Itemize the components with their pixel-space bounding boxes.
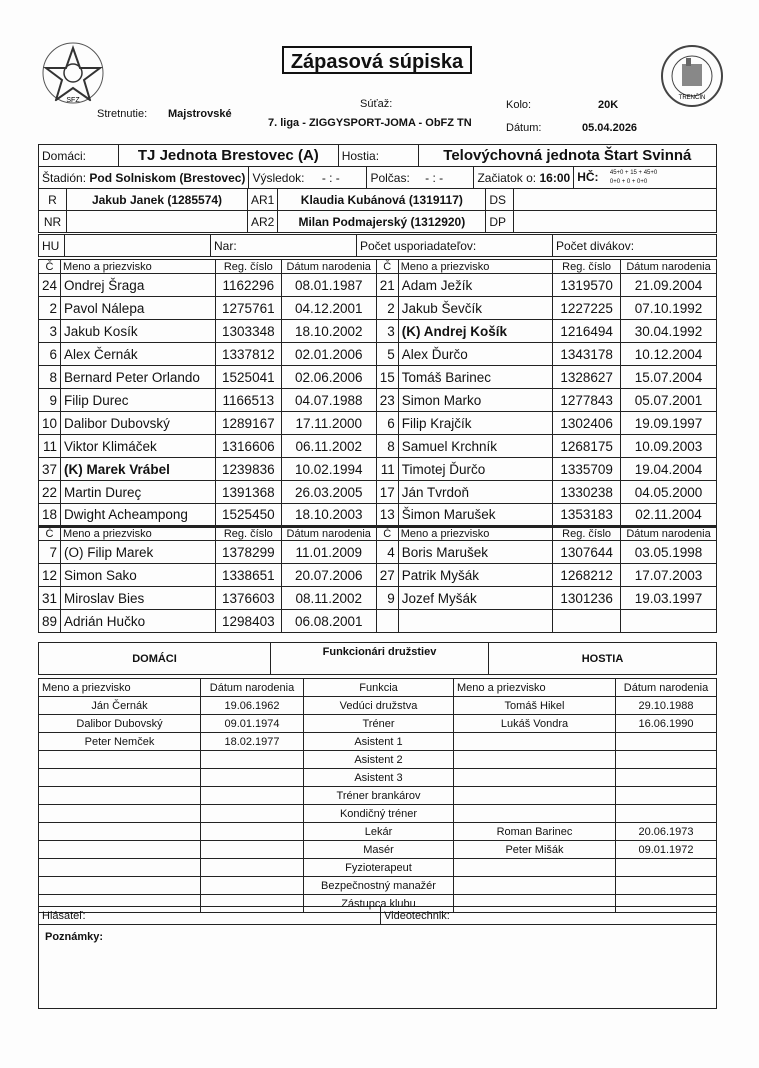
player-number-home: 11 xyxy=(39,435,61,458)
player-born-home: 06.11.2002 xyxy=(281,435,376,458)
referee-value: Jakub Janek (1285574) xyxy=(67,189,248,211)
official-function: Zástupca klubu xyxy=(304,895,454,913)
player-name-away: Simon Marko xyxy=(398,389,552,412)
official-name-away: Lukáš Vondra xyxy=(454,715,616,733)
player-name-away: Filip Krajčík xyxy=(398,412,552,435)
player-number-home: 9 xyxy=(39,389,61,412)
official-born-away xyxy=(616,805,717,823)
official-function: Bezpečnostný manažér xyxy=(304,877,454,895)
player-name-away: Jozef Myšák xyxy=(398,587,552,610)
col-born-home: Dátum narodenia xyxy=(281,260,376,274)
player-name-home: Bernard Peter Orlando xyxy=(61,366,216,389)
dp-label: DP xyxy=(486,211,514,233)
col-name-away: Meno a priezvisko xyxy=(398,260,552,274)
player-name-home: (O) Filip Marek xyxy=(61,541,216,564)
official-born-home xyxy=(201,769,304,787)
polcas-label: Polčas: xyxy=(370,170,410,185)
col-c-away: Č xyxy=(376,260,398,274)
zaciatok-label: Začiatok o: xyxy=(477,170,537,185)
player-born-away: 19.04.2004 xyxy=(621,458,717,481)
table-row xyxy=(39,458,717,481)
player-number-away: 23 xyxy=(376,389,398,412)
nr-label: NR xyxy=(39,211,67,233)
table-row xyxy=(39,435,717,458)
datum-label: Dátum: xyxy=(506,122,542,134)
player-number-home: 18 xyxy=(39,504,61,527)
official-born-home: 19.06.1962 xyxy=(201,697,304,715)
hostia-team: Telovýchovná jednota Štart Svinná xyxy=(418,145,716,167)
player-name-away: Jakub Ševčík xyxy=(398,297,552,320)
col-name-home: Meno a priezvisko xyxy=(61,260,216,274)
col-reg-home: Reg. číslo xyxy=(215,527,281,541)
player-born-away: 10.09.2003 xyxy=(621,435,717,458)
players-table xyxy=(38,259,717,633)
off-col-func: Funkcia xyxy=(304,679,454,697)
player-number-away: 9 xyxy=(376,587,398,610)
player-reg-away: 1268175 xyxy=(553,435,621,458)
table-row xyxy=(39,587,717,610)
player-reg-home: 1525041 xyxy=(215,366,281,389)
official-born-home xyxy=(201,787,304,805)
official-name-away xyxy=(454,733,616,751)
col-born-home: Dátum narodenia xyxy=(281,527,376,541)
player-born-away: 17.07.2003 xyxy=(621,564,717,587)
player-born-home: 10.02.1994 xyxy=(281,458,376,481)
player-reg-away: 1216494 xyxy=(553,320,621,343)
official-name-home: Dalibor Dubovský xyxy=(39,715,201,733)
player-name-home: Jakub Kosík xyxy=(61,320,216,343)
official-name-away: Roman Barinec xyxy=(454,823,616,841)
officials-hostia-label: HOSTIA xyxy=(489,643,717,675)
official-born-away xyxy=(616,877,717,895)
official-name-home xyxy=(39,877,201,895)
player-reg-away xyxy=(553,610,621,633)
player-number-home: 31 xyxy=(39,587,61,610)
player-reg-away: 1307644 xyxy=(553,541,621,564)
footer-table xyxy=(38,906,717,1009)
nar-label: Nar: xyxy=(211,235,357,257)
table-row xyxy=(39,297,717,320)
player-name-away: (K) Andrej Košík xyxy=(398,320,552,343)
ar2-label: AR2 xyxy=(248,211,278,233)
player-name-home: Miroslav Bies xyxy=(61,587,216,610)
players-header-row xyxy=(39,260,717,274)
official-function: Asistent 2 xyxy=(304,751,454,769)
official-row xyxy=(39,877,717,895)
player-reg-home: 1303348 xyxy=(215,320,281,343)
official-born-away: 09.01.1972 xyxy=(616,841,717,859)
player-number-home: 3 xyxy=(39,320,61,343)
official-name-home xyxy=(39,787,201,805)
player-reg-away: 1277843 xyxy=(553,389,621,412)
official-function: Kondičný tréner xyxy=(304,805,454,823)
official-born-home xyxy=(201,877,304,895)
player-name-home: Alex Černák xyxy=(61,343,216,366)
hc-line-2: 0+0 + 0 + 0+0 xyxy=(609,178,648,185)
player-born-home: 17.11.2000 xyxy=(281,412,376,435)
sfz-logo xyxy=(40,40,106,106)
col-reg-away: Reg. číslo xyxy=(553,260,621,274)
official-name-home xyxy=(39,859,201,877)
player-name-away: Timotej Ďurčo xyxy=(398,458,552,481)
domaci-team: TJ Jednota Brestovec (A) xyxy=(119,145,339,167)
official-row xyxy=(39,751,717,769)
player-number-home: 24 xyxy=(39,274,61,297)
player-born-home: 20.07.2006 xyxy=(281,564,376,587)
player-number-home: 12 xyxy=(39,564,61,587)
player-name-away xyxy=(398,610,552,633)
official-born-away xyxy=(616,859,717,877)
r-label: R xyxy=(39,189,67,211)
poznamky-label: Poznámky: xyxy=(39,925,717,1009)
official-row xyxy=(39,733,717,751)
col-c-home: Č xyxy=(39,260,61,274)
player-reg-away: 1227225 xyxy=(553,297,621,320)
player-number-home: 89 xyxy=(39,610,61,633)
table-row xyxy=(39,320,717,343)
player-born-home: 08.11.2002 xyxy=(281,587,376,610)
player-number-home: 7 xyxy=(39,541,61,564)
official-name-away xyxy=(454,877,616,895)
col-reg-away: Reg. číslo xyxy=(553,527,621,541)
player-number-away: 17 xyxy=(376,481,398,504)
player-reg-home: 1337812 xyxy=(215,343,281,366)
player-born-home: 02.01.2006 xyxy=(281,343,376,366)
official-born-away: 20.06.1973 xyxy=(616,823,717,841)
official-function: Asistent 1 xyxy=(304,733,454,751)
officials-title-table xyxy=(38,642,717,675)
table-row xyxy=(39,564,717,587)
hostia-label: Hostia: xyxy=(338,145,418,167)
col-name-away: Meno a priezvisko xyxy=(398,527,552,541)
player-reg-home: 1275761 xyxy=(215,297,281,320)
player-born-away: 30.04.1992 xyxy=(621,320,717,343)
table-row xyxy=(39,504,717,527)
col-c-home: Č xyxy=(39,527,61,541)
off-col-name-away: Meno a priezvisko xyxy=(454,679,616,697)
match-info-table xyxy=(38,144,717,167)
stretnutie-label: Stretnutie: xyxy=(97,108,148,120)
player-born-away: 19.09.1997 xyxy=(621,412,717,435)
player-born-home: 06.08.2001 xyxy=(281,610,376,633)
official-name-away: Tomáš Hikel xyxy=(454,697,616,715)
official-born-home xyxy=(201,859,304,877)
player-name-away: Alex Ďurčo xyxy=(398,343,552,366)
player-number-home: 22 xyxy=(39,481,61,504)
vysledok-value: - : - xyxy=(321,170,340,185)
player-born-home: 04.12.2001 xyxy=(281,297,376,320)
player-reg-away: 1330238 xyxy=(553,481,621,504)
col-born-away: Dátum narodenia xyxy=(621,527,717,541)
player-reg-home: 1239836 xyxy=(215,458,281,481)
player-reg-home: 1525450 xyxy=(215,504,281,527)
official-born-away xyxy=(616,733,717,751)
hu-label: HU xyxy=(39,235,65,257)
sfz-logo-text: SFZ xyxy=(66,97,80,104)
player-name-home: Adrián Hučko xyxy=(61,610,216,633)
official-name-away xyxy=(454,751,616,769)
official-name-away xyxy=(454,859,616,877)
hc-label: HČ: xyxy=(577,169,599,184)
player-number-away: 3 xyxy=(376,320,398,343)
referee-table xyxy=(38,188,717,233)
player-number-away: 8 xyxy=(376,435,398,458)
official-name-home xyxy=(39,841,201,859)
officials-title: Funkcionári družstiev xyxy=(271,643,489,675)
player-name-home: (K) Marek Vrábel xyxy=(61,458,216,481)
player-name-away: Patrik Myšák xyxy=(398,564,552,587)
player-born-home: 26.03.2005 xyxy=(281,481,376,504)
official-name-away xyxy=(454,787,616,805)
hc-line-1: 45+0 + 15 + 45+0 xyxy=(609,169,658,176)
player-reg-home: 1391368 xyxy=(215,481,281,504)
table-row xyxy=(39,541,717,564)
official-function: Lekár xyxy=(304,823,454,841)
official-function: Tréner xyxy=(304,715,454,733)
player-reg-away: 1319570 xyxy=(553,274,621,297)
official-row xyxy=(39,841,717,859)
official-born-home xyxy=(201,823,304,841)
table-row xyxy=(39,389,717,412)
player-reg-home: 1378299 xyxy=(215,541,281,564)
hlasatel-label: Hlásateľ: xyxy=(39,907,381,925)
col-reg-home: Reg. číslo xyxy=(215,260,281,274)
player-name-home: Dwight Acheampong xyxy=(61,504,216,527)
player-number-home: 10 xyxy=(39,412,61,435)
stadion-label: Štadión: xyxy=(42,170,87,185)
player-reg-away: 1343178 xyxy=(553,343,621,366)
player-reg-home: 1162296 xyxy=(215,274,281,297)
official-row xyxy=(39,823,717,841)
ar1-value: Klaudia Kubánová (1319117) xyxy=(278,189,486,211)
player-number-home: 37 xyxy=(39,458,61,481)
col-name-home: Meno a priezvisko xyxy=(61,527,216,541)
player-name-home: Ondrej Šraga xyxy=(61,274,216,297)
official-row xyxy=(39,787,717,805)
player-born-home: 18.10.2002 xyxy=(281,320,376,343)
player-reg-home: 1298403 xyxy=(215,610,281,633)
zaciatok-value: 16:00 xyxy=(539,170,571,185)
player-name-home: Pavol Nálepa xyxy=(61,297,216,320)
obfz-logo-text: TRENČÍN xyxy=(678,95,706,101)
datum-value: 05.04.2026 xyxy=(582,122,638,134)
official-name-home xyxy=(39,769,201,787)
kolo-value: 20K xyxy=(598,99,619,111)
official-function: Fyzioterapeut xyxy=(304,859,454,877)
player-number-away: 6 xyxy=(376,412,398,435)
player-name-away: Boris Marušek xyxy=(398,541,552,564)
official-born-home xyxy=(201,805,304,823)
kolo-label: Kolo: xyxy=(506,99,532,111)
official-function: Tréner brankárov xyxy=(304,787,454,805)
player-number-away: 15 xyxy=(376,366,398,389)
official-name-home: Peter Nemček xyxy=(39,733,201,751)
officials-table xyxy=(38,678,717,913)
player-name-home: Dalibor Dubovský xyxy=(61,412,216,435)
official-name-home xyxy=(39,805,201,823)
player-reg-away: 1302406 xyxy=(553,412,621,435)
official-row xyxy=(39,769,717,787)
player-born-away: 15.07.2004 xyxy=(621,366,717,389)
player-reg-away: 1335709 xyxy=(553,458,621,481)
player-number-home: 6 xyxy=(39,343,61,366)
player-reg-away: 1353183 xyxy=(553,504,621,527)
official-function: Asistent 3 xyxy=(304,769,454,787)
player-reg-away: 1301236 xyxy=(553,587,621,610)
player-born-away: 07.10.1992 xyxy=(621,297,717,320)
player-number-away: 2 xyxy=(376,297,398,320)
official-name-home xyxy=(39,823,201,841)
player-name-away: Ján Tvrdoň xyxy=(398,481,552,504)
official-born-home: 18.02.1977 xyxy=(201,733,304,751)
player-number-away: 4 xyxy=(376,541,398,564)
domaci-label: Domáci: xyxy=(39,145,119,167)
player-born-home: 02.06.2006 xyxy=(281,366,376,389)
player-reg-home: 1338651 xyxy=(215,564,281,587)
player-reg-away: 1268212 xyxy=(553,564,621,587)
official-row xyxy=(39,715,717,733)
table-row xyxy=(39,481,717,504)
official-function: Masér xyxy=(304,841,454,859)
player-born-home: 11.01.2009 xyxy=(281,541,376,564)
ar1-label: AR1 xyxy=(248,189,278,211)
usporiadatelov-label: Počet usporiadateľov: xyxy=(357,235,553,257)
spectators-table xyxy=(38,234,717,257)
player-number-away: 13 xyxy=(376,504,398,527)
player-number-home: 2 xyxy=(39,297,61,320)
table-row xyxy=(39,412,717,435)
vysledok-label: Výsledok: xyxy=(252,170,305,185)
player-born-away: 05.07.2001 xyxy=(621,389,717,412)
page-title: Zápasová súpiska xyxy=(282,46,472,74)
official-born-away: 29.10.1988 xyxy=(616,697,717,715)
ds-label: DS xyxy=(486,189,514,211)
ar2-value: Milan Podmajerský (1312920) xyxy=(278,211,486,233)
player-born-away: 03.05.1998 xyxy=(621,541,717,564)
player-name-away: Tomáš Barinec xyxy=(398,366,552,389)
player-name-home: Martin Dureç xyxy=(61,481,216,504)
table-row xyxy=(39,366,717,389)
player-born-away: 02.11.2004 xyxy=(621,504,717,527)
official-born-away: 16.06.1990 xyxy=(616,715,717,733)
player-born-away: 19.03.1997 xyxy=(621,587,717,610)
player-name-away: Adam Ježík xyxy=(398,274,552,297)
stretnutie-value: Majstrovské xyxy=(168,108,232,120)
player-name-home: Viktor Klimáček xyxy=(61,435,216,458)
obfz-trencin-logo xyxy=(660,44,724,108)
player-number-away: 5 xyxy=(376,343,398,366)
official-name-home xyxy=(39,751,201,769)
official-born-away xyxy=(616,787,717,805)
player-reg-home: 1316606 xyxy=(215,435,281,458)
player-reg-home: 1289167 xyxy=(215,412,281,435)
official-name-home: Ján Černák xyxy=(39,697,201,715)
sutaz-value: 7. liga - ZIGGYSPORT-JOMA - ObFZ TN xyxy=(268,117,472,129)
official-name-away xyxy=(454,805,616,823)
off-col-born-away: Dátum narodenia xyxy=(616,679,717,697)
official-born-away xyxy=(616,751,717,769)
player-born-home: 04.07.1988 xyxy=(281,389,376,412)
official-born-home xyxy=(201,751,304,769)
official-row xyxy=(39,859,717,877)
player-number-away: 11 xyxy=(376,458,398,481)
videotechnik-label: Videotechnik: xyxy=(381,907,717,925)
player-reg-home: 1166513 xyxy=(215,389,281,412)
player-number-away: 21 xyxy=(376,274,398,297)
player-name-home: Filip Durec xyxy=(61,389,216,412)
player-born-home: 18.10.2003 xyxy=(281,504,376,527)
table-row xyxy=(39,610,717,633)
player-name-away: Samuel Krchník xyxy=(398,435,552,458)
off-col-name-home: Meno a priezvisko xyxy=(39,679,201,697)
official-row xyxy=(39,697,717,715)
player-born-away xyxy=(621,610,717,633)
subs-header-row xyxy=(39,527,717,541)
player-reg-home: 1376603 xyxy=(215,587,281,610)
officials-domaci-label: DOMÁCI xyxy=(39,643,271,675)
official-row xyxy=(39,805,717,823)
player-born-away: 10.12.2004 xyxy=(621,343,717,366)
player-reg-away: 1328627 xyxy=(553,366,621,389)
official-function: Vedúci družstva xyxy=(304,697,454,715)
player-number-home: 8 xyxy=(39,366,61,389)
divakov-label: Počet divákov: xyxy=(553,235,717,257)
official-name-away xyxy=(454,769,616,787)
table-row xyxy=(39,274,717,297)
match-details-table xyxy=(38,166,717,189)
stadion-value: Pod Solniskom (Brestovec) xyxy=(89,170,246,185)
col-c-away: Č xyxy=(376,527,398,541)
official-born-away xyxy=(616,769,717,787)
table-row xyxy=(39,343,717,366)
player-name-home: Simon Sako xyxy=(61,564,216,587)
official-born-home: 09.01.1974 xyxy=(201,715,304,733)
off-col-born-home: Dátum narodenia xyxy=(201,679,304,697)
player-born-home: 08.01.1987 xyxy=(281,274,376,297)
official-name-away: Peter Mišák xyxy=(454,841,616,859)
col-born-away: Dátum narodenia xyxy=(621,260,717,274)
player-number-away xyxy=(376,610,398,633)
player-born-away: 21.09.2004 xyxy=(621,274,717,297)
polcas-value: - : - xyxy=(425,170,444,185)
sutaz-label: Súťaž: xyxy=(360,98,393,110)
player-name-away: Šimon Marušek xyxy=(398,504,552,527)
official-born-home xyxy=(201,841,304,859)
player-number-away: 27 xyxy=(376,564,398,587)
player-born-away: 04.05.2000 xyxy=(621,481,717,504)
